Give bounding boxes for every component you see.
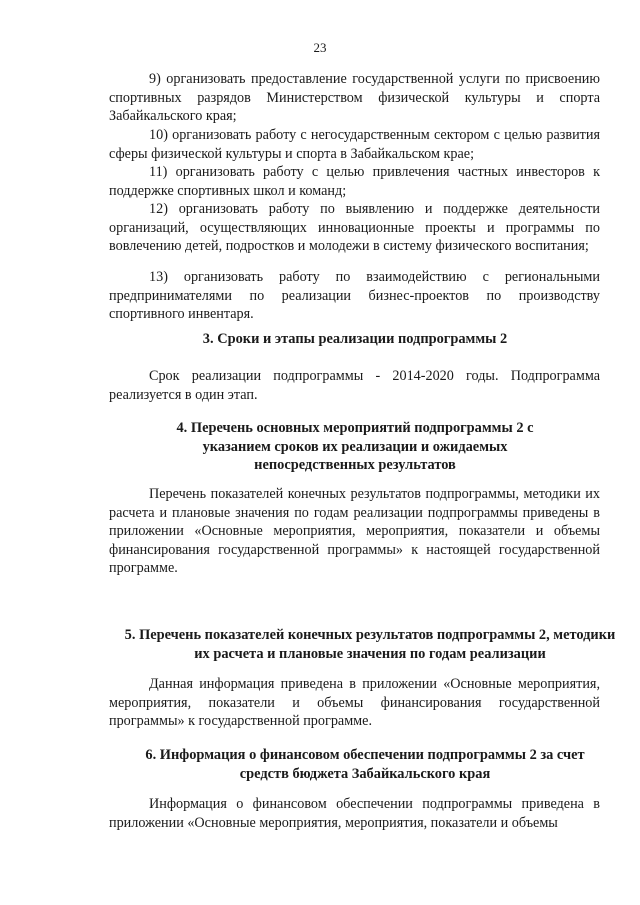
list-item-13: 13) организовать работу по взаимодействию с региональными предпринимателями по реализации бизнес-проектов по производству спортивного инвентаря. [109, 269, 600, 323]
section-4-heading: 4. Перечень основных мероприятий подпрограммы 2 с указанием сроков их реализации и ожидаемых непосредственных результатов [176, 420, 534, 474]
section-5-heading: 5. Перечень показателей конечных результатов подпрограммы 2, методики их расчета и плановые значения по годам реализации [124, 627, 616, 662]
list-item-12: 12) организовать работу по выявлению и поддержке деятельности организаций, осуществляющих инновационные проекты и программы по вовлечению детей, подростков и молодежи в систему физического воспитания; [109, 201, 600, 255]
list-item-9: 9) организовать предоставление государственной услуги по присвоению спортивных разрядов Министерством физической культуры и спорта Забайкальского края; [109, 71, 600, 125]
section-3-heading: 3. Сроки и этапы реализации подпрограммы 2 [202, 331, 508, 347]
page-number: 23 [313, 40, 327, 55]
section-4-paragraph: Перечень показателей конечных результатов подпрограммы, методики их расчета и плановые значения по годам реализации подпрограммы приведены в приложении «Основные мероприятия, мероприятия, показатели и объемы финансирования государственной программы» к настоящей государственной программе. [109, 486, 600, 577]
section-3-paragraph: Срок реализации подпрограммы - 2014-2020 годы. Подпрограмма реализуется в один этап. [109, 368, 600, 403]
section-5-paragraph: Данная информация приведена в приложении «Основные мероприятия, мероприятия, показатели и объемы финансирования государственной программы» к государственной программе. [109, 676, 600, 730]
section-6-paragraph: Информация о финансовом обеспечении подпрограммы приведена в приложении «Основные мероприятия, мероприятия, показатели и объемы [109, 796, 600, 831]
list-item-11: 11) организовать работу с целью привлечения частных инвесторов к поддержке спортивных школ и команд; [109, 164, 600, 199]
section-6-heading: 6. Информация о финансовом обеспечении подпрограммы 2 за счет средств бюджета Забайкальского края [145, 747, 585, 782]
list-item-10: 10) организовать работу с негосударственным сектором с целью развития сферы физической культуры и спорта в Забайкальском крае; [109, 127, 600, 162]
